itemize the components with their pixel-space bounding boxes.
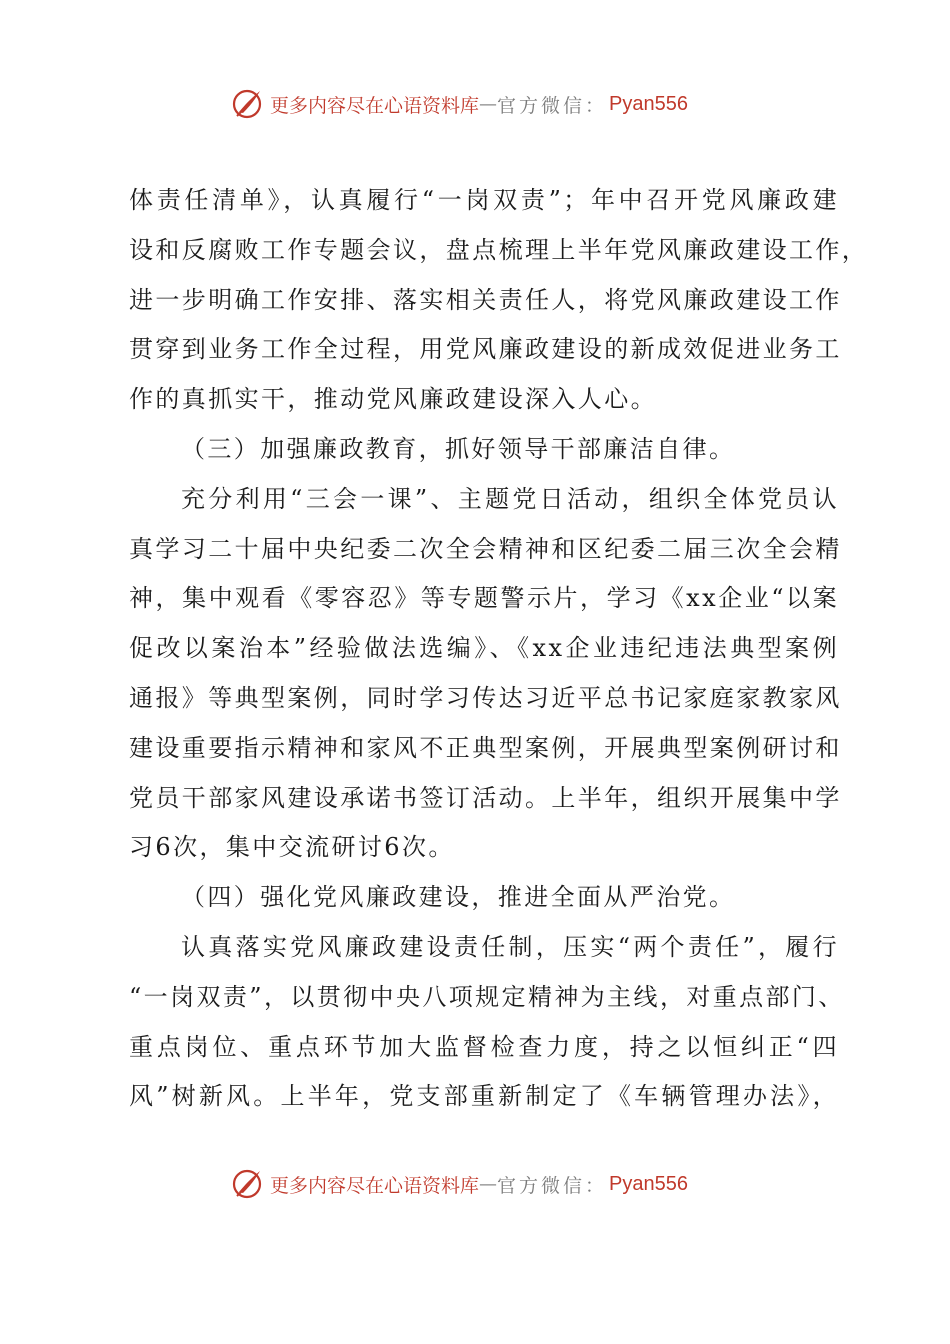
header-banner <box>230 84 688 124</box>
banner-brand-text: 更多内容尽在心语资料库 <box>270 94 480 117</box>
text-line: 通报》等典型案例，同时学习传达习近平总书记家庭家教家风 <box>129 683 842 712</box>
banner-brand-text: 更多内容尽在心语资料库 <box>270 1174 480 1197</box>
banner-dash: — <box>479 1173 498 1195</box>
section-heading: （三）加强廉政教育，抓好领导干部廉洁自律。 <box>181 434 736 463</box>
banner-wechat-id: Pyan556 <box>609 92 688 115</box>
text-line: 建设重要指示精神和家风不正典型案例，开展典型案例研讨和 <box>129 733 842 762</box>
text-line: 重点岗位、重点环节加大监督检查力度，持之以恒纠正“四 <box>129 1032 839 1061</box>
document-body <box>129 176 869 1122</box>
text-line: 真学习二十届中央纪委二次全会精神和区纪委二届三次全会精 <box>129 534 842 563</box>
text-line: 作的真抓实干，推动党风廉政建设深入人心。 <box>129 385 657 414</box>
text-line: “一岗双责”，以贯彻中央八项规定精神为主线，对重点部门、 <box>129 982 845 1011</box>
text-line: 充分利用“三会一课”、主题党日活动，组织全体党员认 <box>181 484 839 513</box>
pen-logo-icon <box>230 1166 266 1202</box>
text-line: 神，集中观看《零容忍》等专题警示片，学习《xx企业“以案 <box>129 584 839 613</box>
text-line: 党员干部家风建设承诺书签订活动。上半年，组织开展集中学 <box>129 783 842 812</box>
text-line: 习6次，集中交流研讨6次。 <box>129 833 455 862</box>
footer-banner <box>230 1164 688 1204</box>
text-line: 设和反腐败工作专题会议，盘点梳理上半年党风廉政建设工作， <box>129 235 869 264</box>
banner-wechat-id: Pyan556 <box>609 1172 688 1195</box>
section-heading: （四）强化党风廉政建设，推进全面从严治党。 <box>181 883 736 912</box>
banner-wechat-label: 官方微信： <box>497 94 608 117</box>
text-line: 认真落实党风廉政建设责任制，压实“两个责任”，履行 <box>181 932 839 961</box>
text-line: 风”树新风。上半年，党支部重新制定了《车辆管理办法》， <box>129 1082 839 1111</box>
text-line: 体责任清单》，认真履行“一岗双责”；年中召开党风廉政建 <box>129 186 839 214</box>
text-line: 贯穿到业务工作全过程，用党风廉政建设的新成效促进业务工 <box>129 335 842 364</box>
pen-logo-icon <box>230 86 266 122</box>
text-line: 促改以案治本”经验做法选编》、《xx企业违纪违法典型案例 <box>129 634 839 663</box>
banner-dash: — <box>479 93 498 115</box>
banner-wechat-label: 官方微信： <box>497 1174 608 1197</box>
text-line: 进一步明确工作安排、落实相关责任人，将党风廉政建设工作 <box>129 285 842 314</box>
